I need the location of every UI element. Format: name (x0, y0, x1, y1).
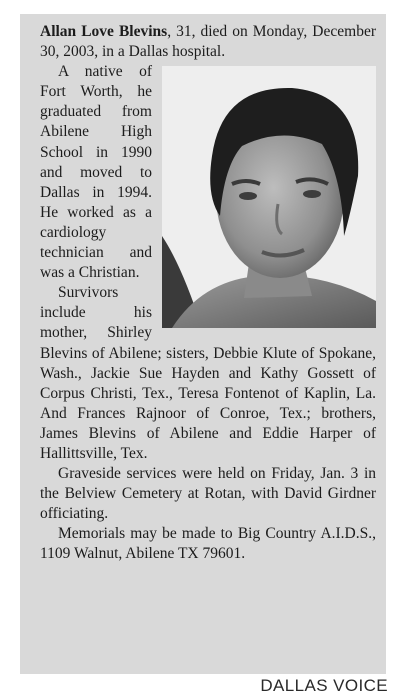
lead-paragraph (40, 22, 376, 62)
publication-credit: DALLAS VOICE (218, 674, 388, 697)
deceased-name: Allan Love Blevins (40, 23, 168, 40)
memorials-paragraph: Memorials may be made to Big Country A.I.D.S., 1109 Walnut, Abilene TX 79601. (40, 525, 376, 563)
obituary-article (40, 22, 376, 565)
biography-paragraph: A native of Fort Worth, he graduated from Abilene High School in 1990 and moved to Dallas in 1994. He worked as a cardiology technician and was a Christian. (40, 63, 152, 282)
services-paragraph: Graveside services were held on Friday, Jan. 3 in the Belview Cemetery at Rotan, with David Girdner officiating. (40, 465, 376, 523)
portrait-image (162, 66, 376, 328)
portrait-photo (162, 66, 376, 328)
lead-text: , 31, died on Monday, December 30, 2003, in a Dallas hospital. (40, 23, 376, 61)
survivors-paragraph: Survivors include his mother, Shirley Blevins of Abilene; sisters, Debbie Klute of Spokane, Wash., Jackie Sue Hayden and Kathy Gossett of Corpus Christi, Tex., Teresa Fontenot of Kaplin, La. And Frances Rajnoor of Conroe, Tex.; brothers, James Blevins of Abilene and Eddie Harper of Hallittsville, Tex. (40, 284, 376, 462)
